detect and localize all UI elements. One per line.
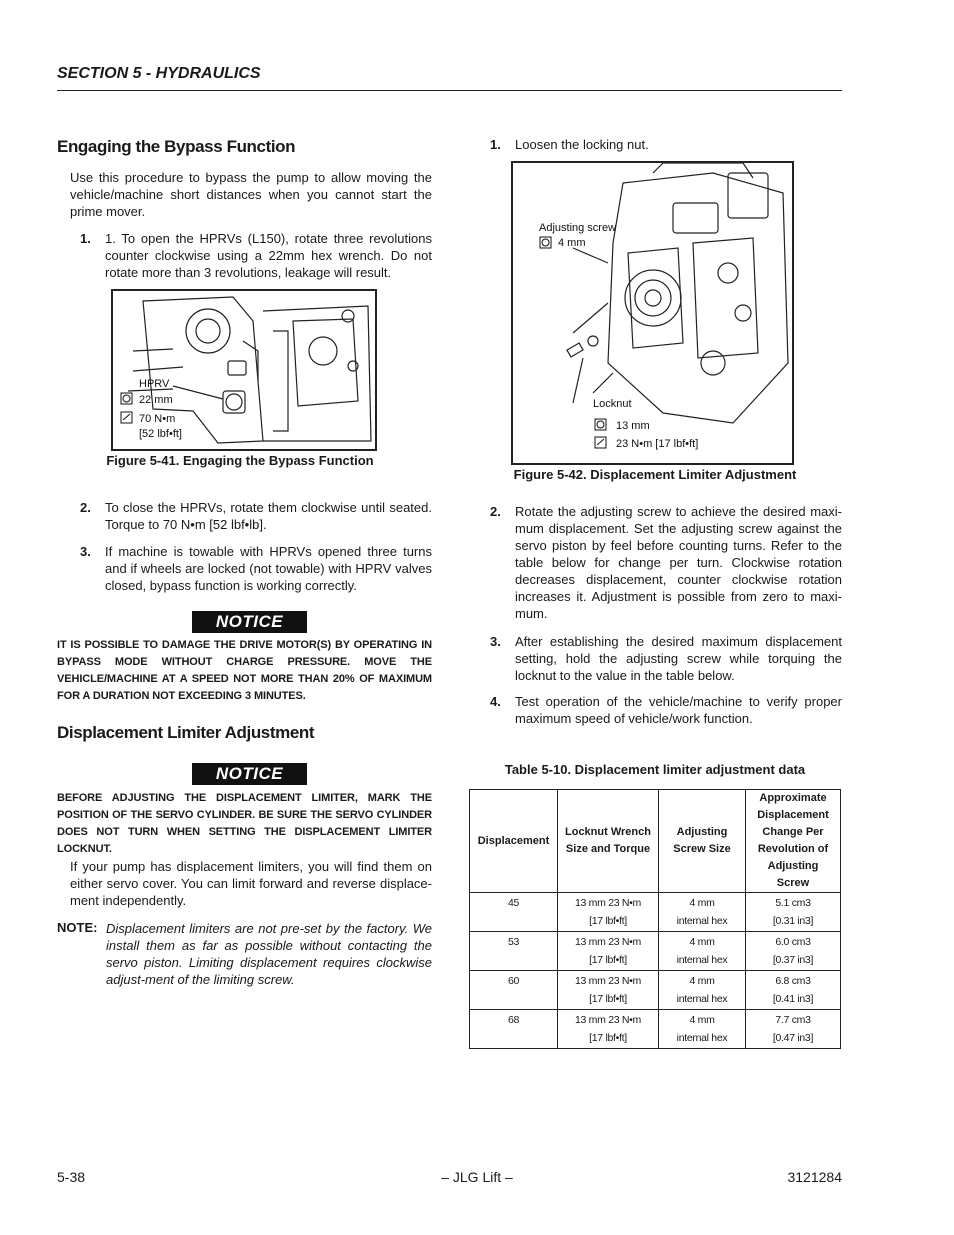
- table-row: [470, 893, 841, 932]
- figure-bypass-hprv: [111, 289, 377, 451]
- cell-displacement: 53: [470, 932, 558, 971]
- cell-screw-size: 4 mm internal hex: [659, 1010, 746, 1049]
- bypass-heading: Engaging the Bypass Function: [57, 137, 296, 156]
- pump-hprv-drawing: [113, 291, 375, 449]
- notice-banner-limiter: NOTICE: [192, 763, 307, 785]
- section-title: SECTION 5 - HYDRAULICS: [57, 65, 261, 82]
- note-label: NOTE:: [57, 920, 98, 935]
- limiter-step-4-text: Test operation of the vehicle/machine to verify proper maximum speed of vehicle/work function.: [515, 694, 842, 726]
- adjusting-screw-label: Adjusting screw: [539, 222, 617, 234]
- adjusting-screw-size: 4 mm: [558, 237, 586, 249]
- bypass-step-3-number: 3.: [80, 544, 91, 559]
- cell-locknut: 13 mm 23 N•m [17 lbf•ft]: [558, 932, 659, 971]
- limiter-step-4-number: 4.: [490, 694, 501, 709]
- bypass-intro: Use this procedure to bypass the pump to allow moving the vehicle/machine short distances when you cannot start the prime mover.: [70, 170, 432, 219]
- notice-banner-bypass: NOTICE: [192, 611, 307, 633]
- note-text: Displacement limiters are not pre-set by the factory. We install them as far as possible without contacting the servo piston. Limiting displacement requires clockwise adjust-ment of the limiting screw.: [106, 921, 432, 987]
- limiter-step-2-number: 2.: [490, 504, 501, 519]
- bypass-step-1-text: 1. To open the HPRVs (L150), rotate three revolutions counter clockwise using a 22mm hex wrench. Do not rotate more than 3 revolutions, leakage will result.: [105, 231, 432, 280]
- cell-screw-size: 4 mm internal hex: [659, 893, 746, 932]
- table-5-10-title: Table 5-10. Displacement limiter adjustment data: [504, 762, 806, 777]
- cell-displacement: 60: [470, 971, 558, 1010]
- footer-center-text: – JLG Lift –: [441, 1169, 513, 1185]
- page-number: 5-38: [57, 1169, 86, 1185]
- hprv-torque-imperial-label: [52 lbf•ft]: [139, 428, 182, 440]
- figure-5-42-caption: Figure 5-42. Displacement Limiter Adjustment: [513, 467, 797, 482]
- cell-change-per-rev: 6.8 cm3 [0.41 in3]: [746, 971, 841, 1010]
- locknut-size: 13 mm: [616, 420, 650, 432]
- column-header-displacement: Displacement: [470, 790, 558, 893]
- limiter-step-1-text: Loosen the locking nut.: [515, 137, 649, 152]
- column-header-screw-size: Adjusting Screw Size: [659, 790, 746, 893]
- bypass-step-2-text: To close the HPRVs, rotate them clockwise until seated. Torque to 70 N•m [52 lbf•lb].: [105, 500, 432, 532]
- locknut-torque: 23 N•m [17 lbf•ft]: [616, 438, 699, 450]
- cell-locknut: 13 mm 23 N•m [17 lbf•ft]: [558, 1010, 659, 1049]
- cell-change-per-rev: 7.7 cm3 [0.47 in3]: [746, 1010, 841, 1049]
- limiter-step-1-number: 1.: [490, 137, 501, 152]
- notice-text-limiter: BEFORE ADJUSTING THE DISPLACEMENT LIMITER, MARK THE POSITION OF THE SERVO CYLINDER. BE SURE THE SERVO CYLINDER DOES NOT TURN WHEN SETTING THE DISPLACEMENT LIMITER LOCKNUT.: [57, 792, 432, 855]
- figure-5-41-caption: Figure 5-41. Engaging the Bypass Function: [106, 453, 374, 468]
- column-header-change-per-rev: Approximate Displacement Change Per Revolution of Adjusting Screw: [746, 790, 841, 893]
- notice-text-bypass: IT IS POSSIBLE TO DAMAGE THE DRIVE MOTOR(S) BY OPERATING IN BYPASS MODE WITHOUT CHARGE PRESSURE. MOVE THE VEHICLE/MACHINE AT A SPEED NOT MORE THAN 20% OF MAXIMUM FOR A DURATION NOT EXCEEDING 3 MINUTES.: [57, 639, 432, 702]
- limiter-step-3-number: 3.: [490, 634, 501, 649]
- limiter-step-3-text: After establishing the desired maximum displacement setting, hold the adjusting screw while torquing the locknut to the value in the table below.: [515, 634, 842, 683]
- table-row: [470, 971, 841, 1010]
- limiter-heading: Displacement Limiter Adjustment: [57, 723, 315, 742]
- hprv-label: HPRV: [139, 378, 170, 390]
- bypass-step-3-text: If machine is towable with HPRVs opened three turns and if wheels are locked (not towable) with HPRV valves closed, bypass function is working correctly.: [105, 544, 432, 593]
- cell-change-per-rev: 5.1 cm3 [0.31 in3]: [746, 893, 841, 932]
- cell-screw-size: 4 mm internal hex: [659, 932, 746, 971]
- table-row: [470, 932, 841, 971]
- cell-locknut: 13 mm 23 N•m [17 lbf•ft]: [558, 893, 659, 932]
- bypass-step-2-number: 2.: [80, 500, 91, 515]
- table-row: [470, 1010, 841, 1049]
- figure-displacement-limiter: [511, 161, 794, 465]
- cell-change-per-rev: 6.0 cm3 [0.37 in3]: [746, 932, 841, 971]
- limiter-step-2-text: Rotate the adjusting screw to achieve the desired maxi-mum displacement. Set the adjusting screw against the servo piston by feel before counting turns. Refer to the table below for change per turn. Clockwise rotation decreases displacement, counter clockwise rotation increases it. Adjustment is possible from zero to maxi-mum.: [515, 504, 842, 621]
- cell-screw-size: 4 mm internal hex: [659, 971, 746, 1010]
- displacement-limiter-table: [469, 789, 841, 1049]
- cell-displacement: 68: [470, 1010, 558, 1049]
- hprv-size-label: 22 mm: [139, 394, 173, 406]
- cell-displacement: 45: [470, 893, 558, 932]
- hprv-torque-label: 70 N•m: [139, 413, 176, 425]
- header-divider: [57, 90, 842, 91]
- document-number: 3121284: [787, 1169, 842, 1185]
- table-header-row: [470, 790, 841, 893]
- bypass-step-1-number: 1.: [80, 231, 91, 246]
- locknut-label: Locknut: [593, 398, 632, 410]
- cell-locknut: 13 mm 23 N•m [17 lbf•ft]: [558, 971, 659, 1010]
- column-header-locknut: Locknut Wrench Size and Torque: [558, 790, 659, 893]
- pump-limiter-drawing: [513, 163, 792, 463]
- limiter-intro: If your pump has displacement limiters, you will find them on either servo cover. You can limit forward and reverse displace-ment independently.: [70, 859, 432, 908]
